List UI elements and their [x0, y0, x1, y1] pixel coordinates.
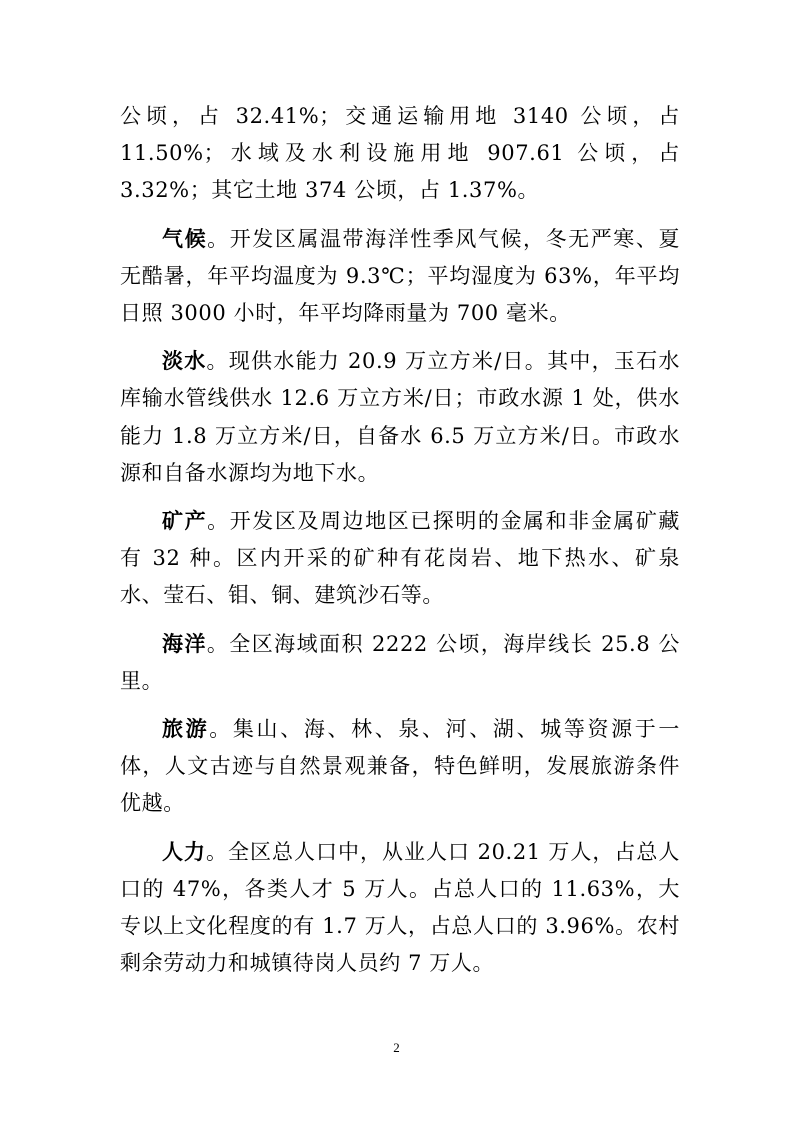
paragraph-heading: 淡水 — [162, 349, 207, 374]
paragraph-heading: 海洋 — [162, 631, 207, 656]
paragraph-text: 。全区海域面积 2222 公顷，海岸线长 25.8 公里。 — [120, 631, 680, 693]
paragraph-text: 。开发区及周边地区已探明的金属和非金属矿藏有 32 种。区内开采的矿种有花岗岩、地下热水、矿泉水、莹石、钼、铜、建筑沙石等。 — [120, 509, 680, 608]
paragraph-minerals — [120, 503, 680, 615]
paragraph-land-use — [120, 98, 680, 210]
paragraph-climate — [120, 221, 680, 333]
paragraph-text: 公顷，占 32.41%；交通运输用地 3140 公顷，占 11.50%；水域及水利设施用地 907.61 公顷，占 3.32%；其它土地 374 公顷，占 1.37%。 — [120, 104, 680, 203]
document-body — [120, 98, 680, 993]
paragraph-text: 。全区总人口中，从业人口 20.21 万人，占总人口的 47%，各类人才 5 万人。占总人口的 11.63%，大专以上文化程度的有 1.7 万人，占总人口的 3.96%。农村剩余劳动力和城镇待岗人员约 7 万人。 — [120, 839, 681, 976]
paragraph-ocean — [120, 626, 680, 700]
paragraph-manpower — [120, 834, 680, 983]
paragraph-text: 。集山、海、林、泉、河、湖、城等资源于一体，人文古迹与自然景观兼备，特色鲜明，发展旅游条件优越。 — [120, 717, 681, 816]
paragraph-heading: 人力 — [162, 839, 206, 864]
paragraph-tourism — [120, 711, 680, 823]
paragraph-text: 。现供水能力 20.9 万立方米/日。其中，玉石水库输水管线供水 12.6 万立方米/日；市政水源 1 处，供水能力 1.8 万立方米/日，自备水 6.5 万立方米/日。市政水源和自备水源均为地下水。 — [120, 349, 680, 485]
paragraph-heading: 旅游 — [162, 717, 210, 742]
paragraph-heading: 气候 — [162, 226, 208, 251]
page-number: 2 — [393, 1040, 400, 1055]
paragraph-heading: 矿产 — [162, 509, 208, 534]
paragraph-text: 。开发区属温带海洋性季风气候，冬无严寒、夏无酷暑，年平均温度为 9.3℃；平均湿度为 63%，年平均日照 3000 小时，年平均降雨量为 700 毫米。 — [120, 226, 680, 326]
paragraph-fresh-water — [120, 343, 680, 492]
